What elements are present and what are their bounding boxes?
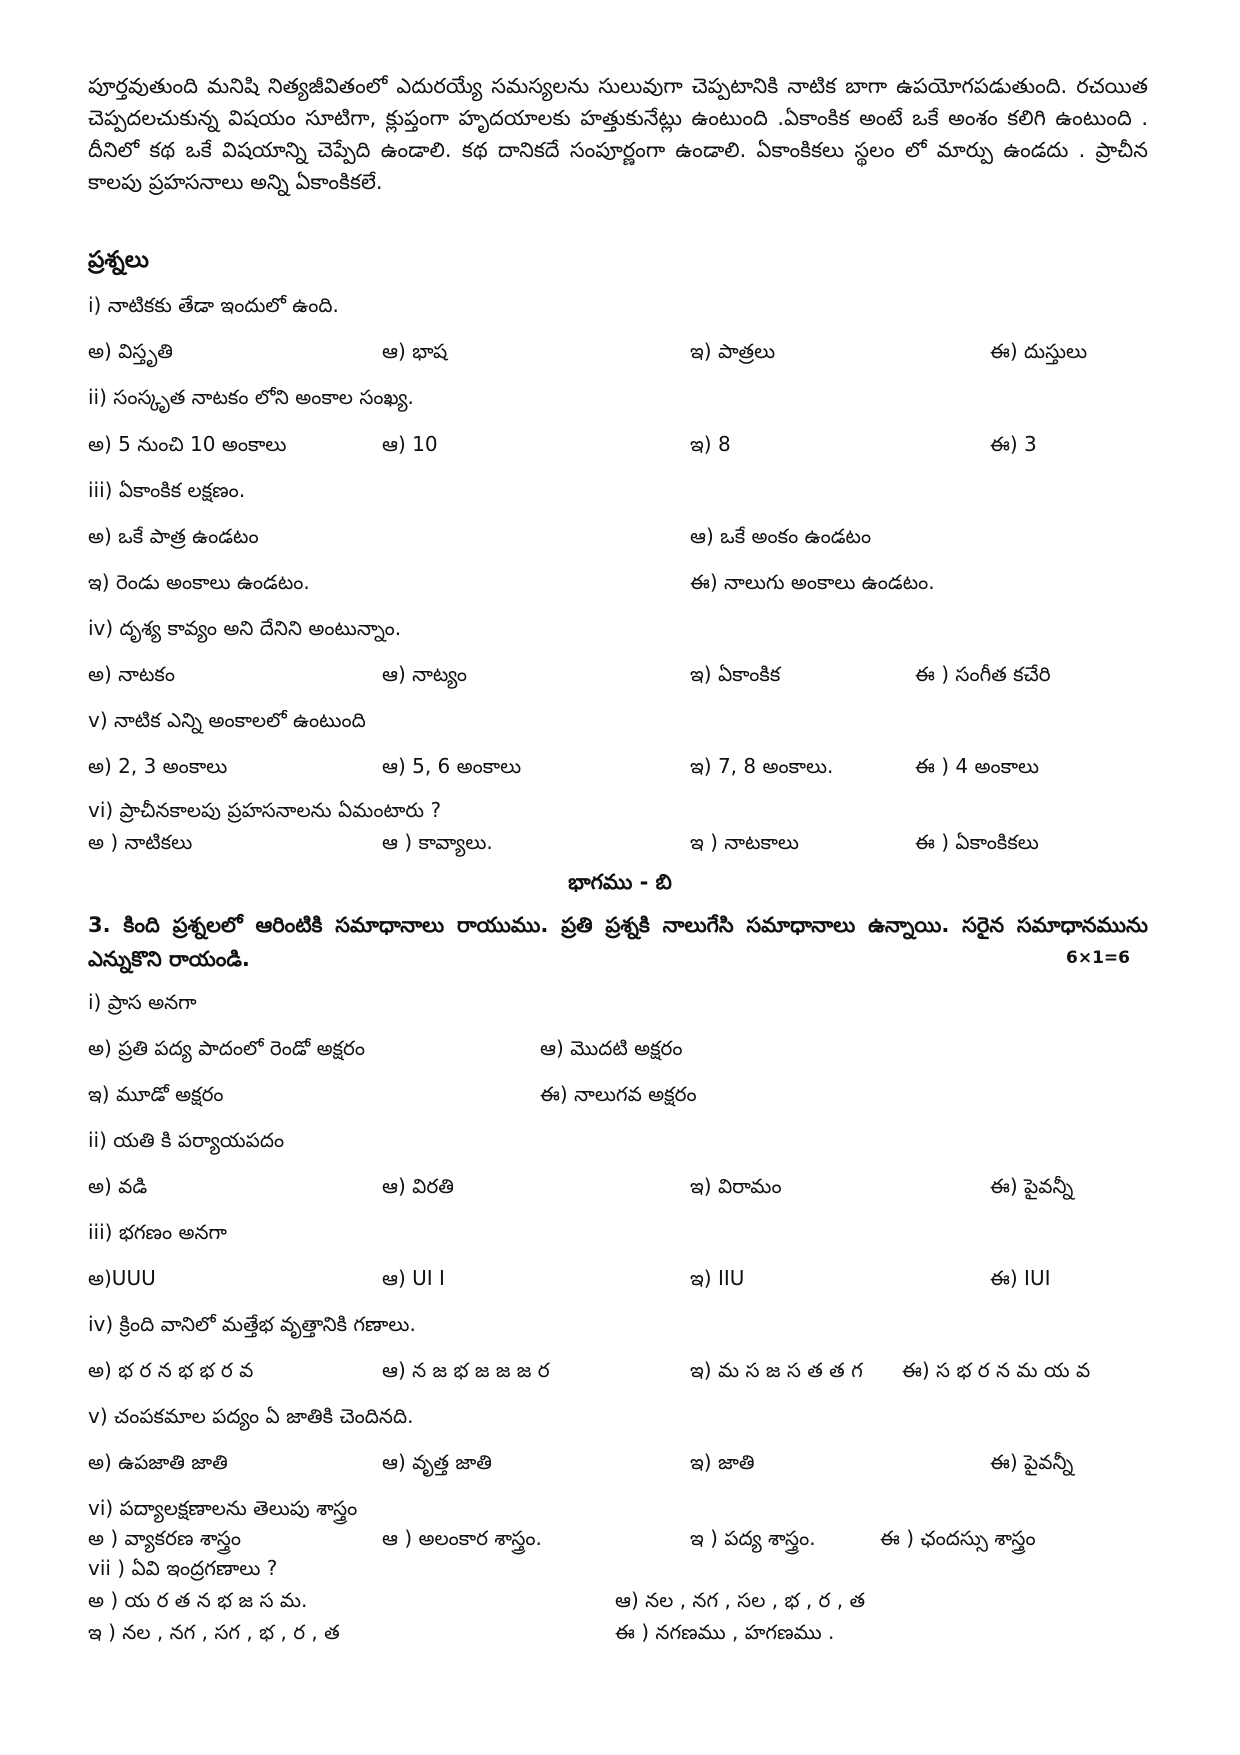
option-a4-4: ఈ ) సంగీత కచేరి — [915, 662, 1051, 686]
option-a1-2: ఆ) భాష — [382, 339, 448, 363]
option-a5-1: అ) 2, 3 అంకాలు — [88, 754, 228, 778]
option-a5-4: ఈ ) 4 అంకాలు — [915, 754, 1040, 778]
option-b5-4: ఈ) పైవన్నీ — [990, 1450, 1074, 1474]
question-b3: iii) భగణం అనగా — [88, 1220, 227, 1244]
option-a1-1: అ) విస్తృతి — [88, 339, 173, 363]
option-a1-4: ఈ) దుస్తులు — [990, 339, 1088, 363]
option-a2-3: ఇ) 8 — [690, 432, 731, 456]
option-b1-1: అ) ప్రతి పద్య పాదంలో రెండో అక్షరం — [88, 1036, 366, 1060]
option-b1-2: ఆ) మొదటి అక్షరం — [540, 1036, 683, 1060]
option-b4-1: అ) భ ర న భ భ ర వ — [88, 1358, 254, 1382]
question-b1: i) ప్రాస అనగా — [88, 990, 197, 1014]
option-b1-4: ఈ) నాలుగవ అక్షరం — [540, 1082, 697, 1106]
option-a5-2: ఆ) 5, 6 అంకాలు — [382, 754, 522, 778]
option-b4-3: ఇ) మ స జ స త త గ — [690, 1358, 863, 1382]
option-b6-1: అ ) వ్యాకరణ శాస్త్రం — [88, 1526, 242, 1550]
option-a3-2: ఆ) ఒకే అంకం ఉండటం — [690, 524, 872, 548]
question-a3: iii) ఏకాంకిక లక్షణం. — [88, 478, 246, 502]
option-a4-2: ఆ) నాట్యం — [382, 662, 467, 686]
option-b7-4: ఈ ) నగణము , హగణము . — [615, 1620, 835, 1644]
section-b-title: భాగము - బి — [568, 870, 672, 894]
option-b4-2: ఆ) న జ భ జ జ జ ర — [382, 1358, 550, 1382]
option-b6-4: ఈ ) ఛందస్సు శాస్త్రం — [880, 1526, 1036, 1550]
option-b3-2: ఆ) UI I — [382, 1266, 445, 1290]
option-a3-3: ఇ) రెండు అంకాలు ఉండటం. — [88, 570, 310, 594]
option-a2-4: ఈ) 3 — [990, 432, 1037, 456]
option-a4-3: ఇ) ఏకాంకిక — [690, 662, 781, 686]
option-a2-1: అ) 5 నుంచి 10 అంకాలు — [88, 432, 287, 456]
option-b7-1: అ ) య ర త న భ జ స మ. — [88, 1588, 308, 1612]
option-a6-3: ఇ ) నాటకాలు — [690, 830, 799, 854]
option-b5-3: ఇ) జాతి — [690, 1450, 755, 1474]
option-b7-3: ఇ ) నల , నగ , సగ , భ , ర , త — [88, 1620, 340, 1644]
option-a3-1: అ) ఒకే పాత్ర ఉండటం — [88, 524, 259, 548]
option-a1-3: ఇ) పాత్రలు — [690, 339, 776, 363]
option-b2-3: ఇ) విరామం — [690, 1174, 782, 1198]
question-b7: vii ) ఏవి ఇంద్రగణాలు ? — [88, 1556, 278, 1580]
question-a6: vi) ప్రాచీనకాలపు ప్రహసనాలను ఏమంటారు ? — [88, 798, 442, 822]
option-a5-3: ఇ) 7, 8 అంకాలు. — [690, 754, 834, 778]
section-b-instruction: 3. కింది ప్రశ్నలలో ఆరింటికి సమాధానాలు రాయుము. ప్రతి ప్రశ్నకి నాలుగేసి సమాధానాలు ఉన్నాయి. సరైన సమాధానమును ఎన్నుకొని రాయండి. — [88, 913, 1148, 971]
question-b2: ii) యతి కి పర్యాయపదం — [88, 1128, 285, 1152]
question-a1: i) నాటికకు తేడా ఇందులో ఉంది. — [88, 293, 339, 317]
option-b6-3: ఇ ) పద్య శాస్త్రం. — [690, 1526, 816, 1550]
option-b3-4: ఈ) IUI — [990, 1266, 1051, 1290]
option-a6-1: అ ) నాటికలు — [88, 830, 193, 854]
option-b4-4: ఈ) స భ ర న మ య వ — [902, 1358, 1091, 1382]
marks-label: 6×1=6 — [1066, 948, 1130, 968]
option-b2-4: ఈ) పైవన్నీ — [990, 1174, 1074, 1198]
option-b3-3: ఇ) IIU — [690, 1266, 745, 1290]
question-b4: iv) క్రింది వానిలో మత్తేభ వృత్తానికి గణాలు. — [88, 1312, 416, 1336]
section-heading: ప్రశ్నలు — [88, 247, 149, 273]
option-b1-3: ఇ) మూడో అక్షరం — [88, 1082, 224, 1106]
question-a4: iv) దృశ్య కావ్యం అని దేనిని అంటున్నాం. — [88, 616, 402, 640]
question-b5: v) చంపకమాల పద్యం ఏ జాతికి చెందినది. — [88, 1404, 414, 1428]
option-b6-2: ఆ ) అలంకార శాస్త్రం. — [382, 1526, 542, 1550]
option-a3-4: ఈ) నాలుగు అంకాలు ఉండటం. — [690, 570, 935, 594]
question-a5: v) నాటిక ఎన్ని అంకాలలో ఉంటుంది — [88, 708, 366, 732]
option-b2-1: అ) వడి — [88, 1174, 148, 1198]
option-b3-1: అ)UUU — [88, 1266, 156, 1290]
option-b5-1: అ) ఉపజాతి జాతి — [88, 1450, 228, 1474]
intro-paragraph: పూర్తవుతుంది మనిషి నిత్యజీవితంలో ఎదురయ్యే సమస్యలను సులువుగా చెప్పటానికి నాటిక బాగా ఉపయోగపడుతుంది. రచయిత చెప్పదలచుకున్న విషయం సూటిగా, క్లుప్తంగా హృదయాలకు హత్తుకునేట్లు ఉంటుంది .ఏకాంకిక అంటే ఒకే అంశం కలిగి ఉంటుంది . దీనిలో కథ ఒకే విషయాన్ని చెప్పేది ఉండాలి. కథ దానికదే సంపూర్ణంగా ఉండాలి. ఏకాంకికలు స్థలం లో మార్పు ఉండదు . ప్రాచీన కాలపు ప్రహసనాలు అన్ని ఏకాంకికలే. — [88, 74, 1148, 194]
question-a2: ii) సంస్కృత నాటకం లోని అంకాల సంఖ్య. — [88, 385, 414, 409]
option-a6-2: ఆ ) కావ్యాలు. — [382, 830, 493, 854]
option-b5-2: ఆ) వృత్త జాతి — [382, 1450, 492, 1474]
option-a4-1: అ) నాటకం — [88, 662, 175, 686]
option-a2-2: ఆ) 10 — [382, 432, 438, 456]
option-b2-2: ఆ) విరతి — [382, 1174, 454, 1198]
option-a6-4: ఈ ) ఏకాంకికలు — [915, 830, 1039, 854]
option-b7-2: ఆ) నల , నగ , సల , భ , ర , త — [615, 1588, 866, 1612]
question-b6: vi) పద్యాలక్షణాలను తెలుపు శాస్త్రం — [88, 1496, 358, 1520]
intro-block — [88, 70, 1148, 198]
